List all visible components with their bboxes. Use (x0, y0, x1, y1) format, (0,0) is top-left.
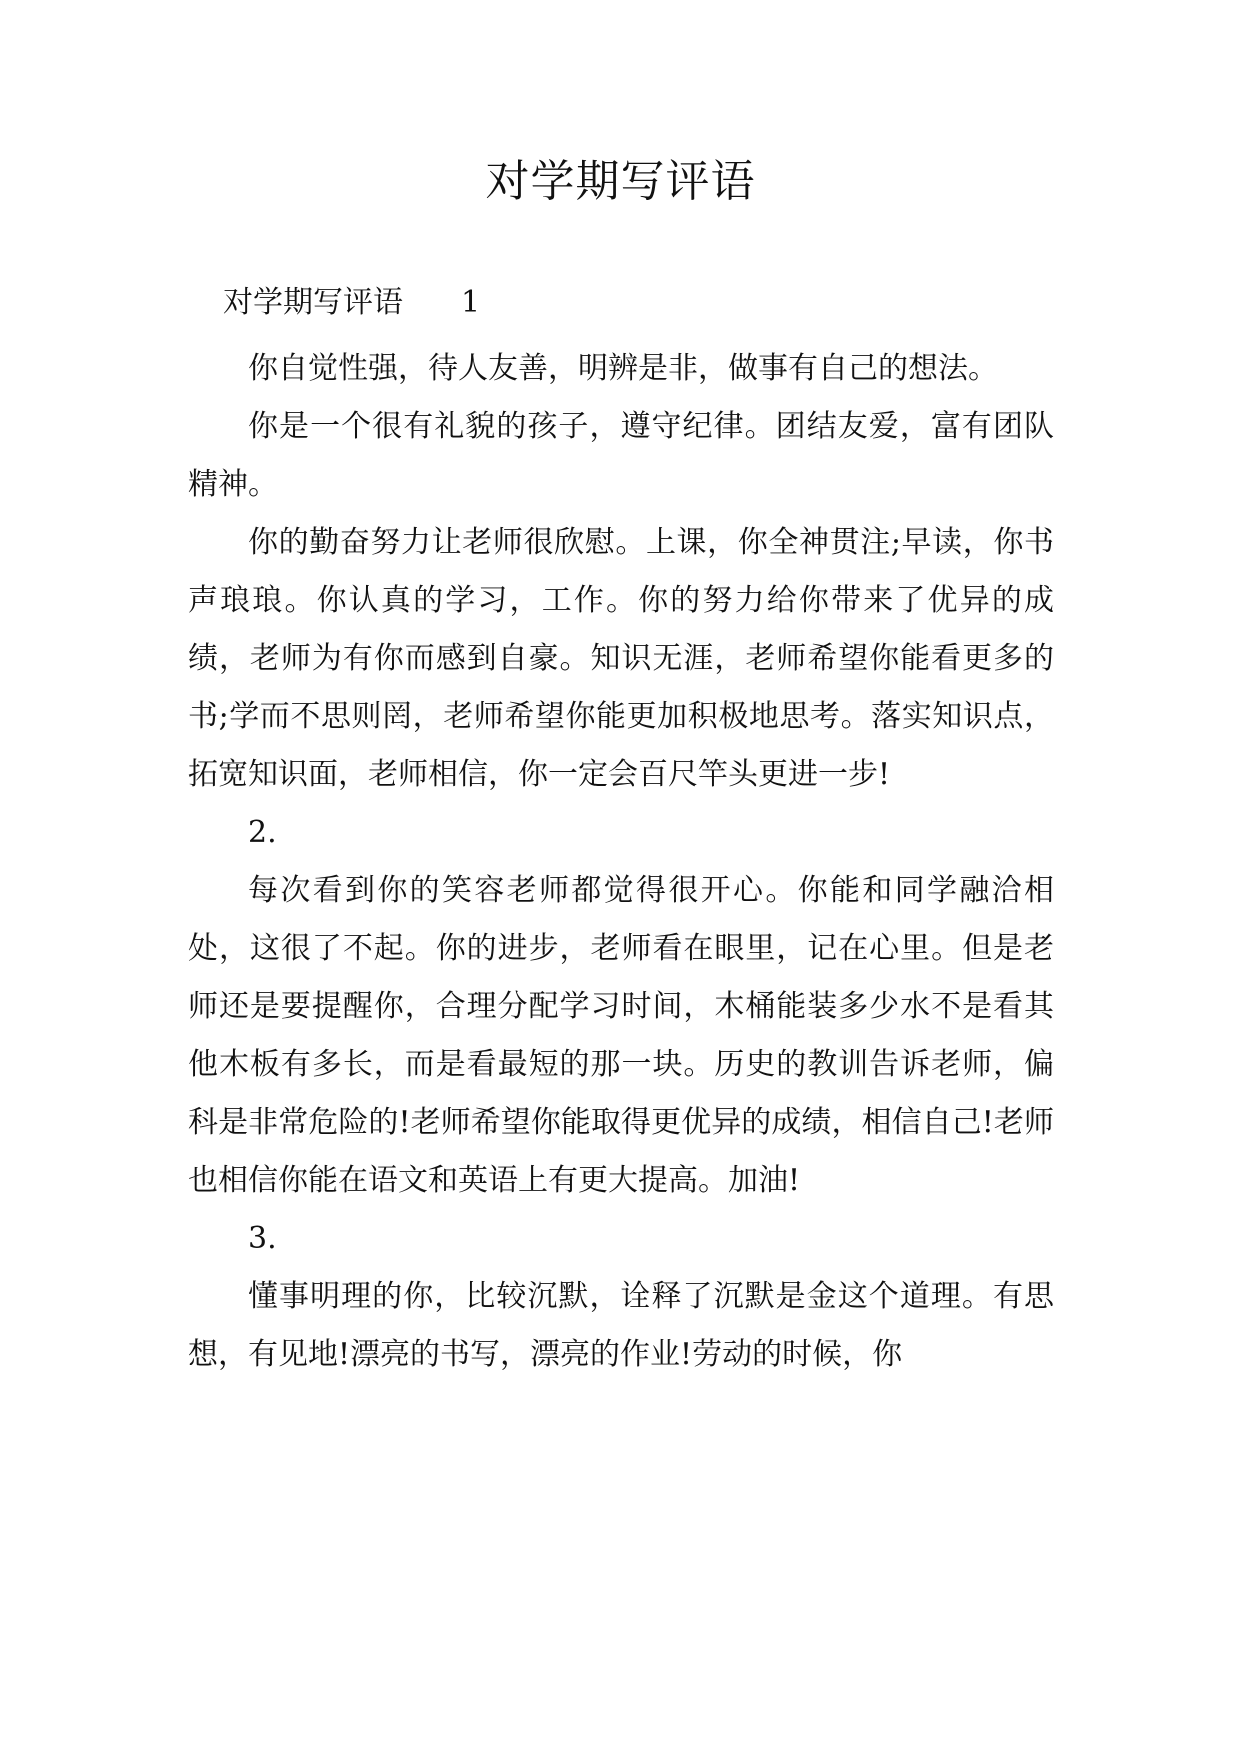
document-body (188, 340, 1054, 1384)
paragraph: 你自觉性强，待人友善，明辨是非，做事有自己的想法。 (248, 351, 998, 386)
section-number-paragraph: 3. (248, 1221, 277, 1256)
section-number-paragraph: 2. (248, 815, 277, 850)
section-number: 1 (461, 285, 481, 320)
paragraph: 你的勤奋努力让老师很欣慰。上课，你全神贯注;早读，你书声琅琅。你认真的学习，工作。你的努力给你带来了优异的成绩，老师为有你而感到自豪。知识无涯，老师希望你能看更多的书;学而不思则罔，老师希望你能更加积极地思考。落实知识点，拓宽知识面，老师相信，你一定会百尺竿头更进一步! (188, 525, 1054, 792)
document-title: 对学期写评语 (485, 156, 756, 207)
section-heading (223, 283, 480, 323)
paragraph: 你是一个很有礼貌的孩子，遵守纪律。团结友爱，富有团队精神。 (188, 409, 1054, 502)
section-heading-text: 对学期写评语 (223, 285, 403, 320)
paragraph: 懂事明理的你，比较沉默，诠释了沉默是金这个道理。有思想，有见地!漂亮的书写，漂亮的作业!劳动的时候，你 (188, 1279, 1054, 1372)
paragraph: 每次看到你的笑容老师都觉得很开心。你能和同学融洽相处，这很了不起。你的进步，老师看在眼里，记在心里。但是老师还是要提醒你，合理分配学习时间，木桶能装多少水不是看其他木板有多长，而是看最短的那一块。历史的教训告诉老师，偏科是非常危险的!老师希望你能取得更优异的成绩，相信自己!老师也相信你能在语文和英语上有更大提高。加油! (188, 873, 1054, 1198)
